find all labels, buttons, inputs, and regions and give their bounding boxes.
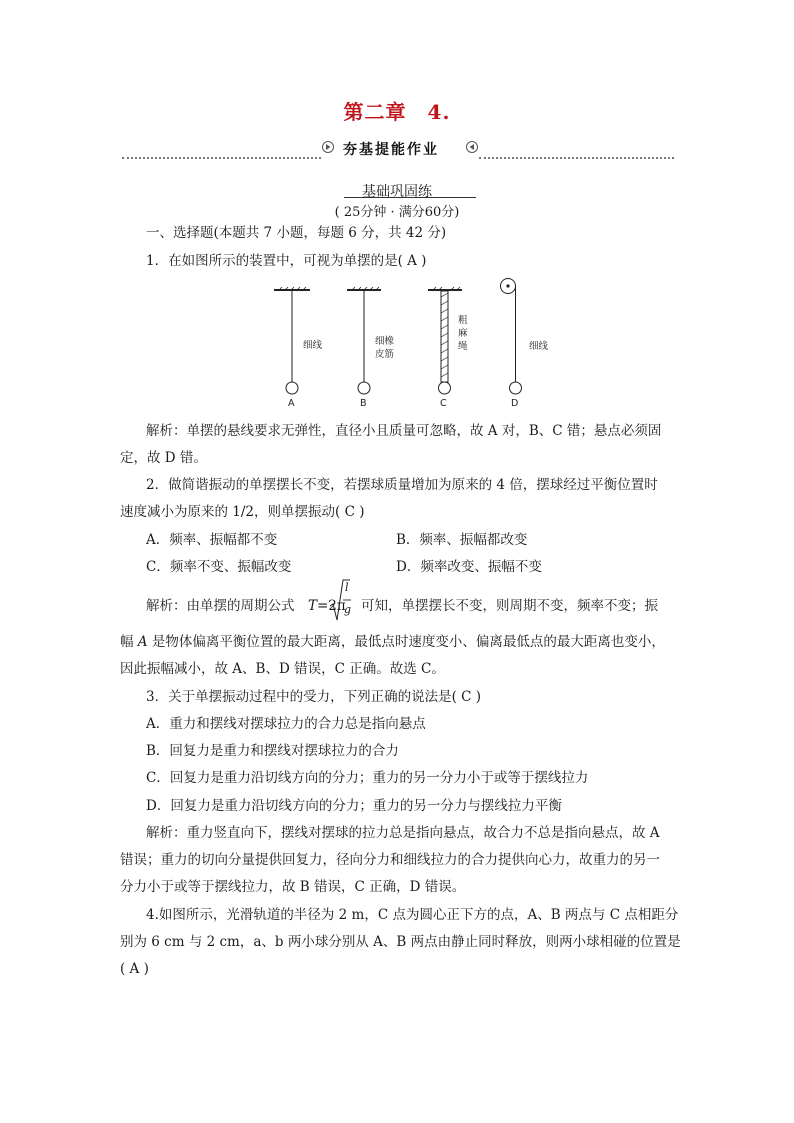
q2-analysis-line-3: 因此振幅减小，故 A、B、D 错误，C 正确。故选 C。 — [120, 661, 445, 677]
q1-analysis-line-1: 解析：单摆的悬线要求无弹性，直径小且质量可忽略，故 A 对，B、C 错；悬点必须固 — [146, 423, 662, 439]
q3-option-b: B．回复力是重力和摆线对摆球拉力的合力 — [146, 743, 399, 759]
q2-analysis-line-2 — [120, 634, 665, 650]
formula-period-symbol: T — [308, 598, 318, 614]
q1-analysis-line-2: 定，故 D 错。 — [120, 450, 207, 466]
q2-stem-line-2: 速度减小为原来的 1/2，则单摆振动( C ) — [120, 504, 365, 520]
a-string-label: 细线 — [303, 340, 323, 351]
dotted-rule-left — [122, 157, 321, 159]
q4-stem-line-2: 别为 6 cm 与 2 cm，a、b 两小球分别从 A、B 两点由静止同时释放，则两小球相碰的位置是 — [120, 934, 681, 950]
b-bob — [358, 382, 370, 394]
d-bob — [510, 382, 522, 394]
b-string-label-1: 细橡 — [375, 336, 395, 347]
q2-analysis-2c: 是物体偏离平衡位置的最大距离，最低点时速度变小、偏离最低点的最大距离也变小， — [147, 634, 665, 650]
q2-analysis-2a: 幅 — [120, 634, 138, 650]
q2-stem-line-1: 2．做简谐振动的单摆摆长不变，若摆球质量增加为原来的 4 倍，摆球经过平衡位置时 — [146, 477, 658, 493]
label-c: C — [440, 398, 447, 409]
subheading-underline — [344, 197, 476, 198]
q3-stem: 3．关于单摆振动过程中的受力，下列正确的说法是( C ) — [146, 689, 482, 705]
c-bob — [439, 382, 451, 394]
q3-option-d: D．回复力是重力沿切线方向的分力；重力的另一分力与摆线拉力平衡 — [146, 798, 562, 814]
dotted-rule-right — [479, 157, 674, 159]
q3-option-c: C．回复力是重力沿切线方向的分力；重力的另一分力小于或等于摆线拉力 — [146, 770, 589, 786]
q2-option-a: A．频率、振幅都不变 — [146, 532, 278, 548]
q2-analysis-prefix: 解析：由单摆的周期公式 — [146, 598, 295, 614]
q4-stem-line-1: 4.如图所示，光滑轨道的半径为 2 m，C 点为圆心正下方的点，A、B 两点与 C 点相距分 — [146, 907, 679, 923]
q3-analysis-line-1: 解析：重力竖直向下，摆线对摆球的拉力总是指向悬点，故合力不总是指向悬点，故 A — [146, 825, 660, 841]
q2-option-c: C．频率不变、振幅改变 — [146, 559, 292, 575]
banner-title: 夯基提能作业 — [343, 142, 439, 158]
c-string-label-1: 粗 — [458, 315, 468, 326]
q3-analysis-line-2: 错误；重力的切向分量提供回复力，径向分力和细线拉力的合力提供向心力，故重力的另一 — [120, 852, 660, 868]
q3-option-a: A．重力和摆线对摆球拉力的合力总是指向悬点 — [146, 716, 426, 732]
time-limit: ( 25分钟 · 满分60分) — [334, 205, 460, 220]
label-b: B — [360, 398, 367, 409]
q2-option-d: D．频率改变、振幅不变 — [396, 559, 542, 575]
q4-stem-line-3: ( A ) — [120, 961, 149, 977]
c-string-label-3: 绳 — [458, 341, 468, 352]
q2-amplitude-symbol: A — [137, 634, 148, 650]
formula-numerator: l — [345, 581, 349, 594]
q2-analysis-suffix: 可知，单摆摆长不变，则周期不变，频率不变；振 — [361, 598, 658, 614]
d-string-label: 细线 — [529, 341, 549, 352]
subheading: 基础巩固练 — [362, 184, 432, 200]
formula-equals: =2π — [317, 598, 346, 614]
label-a: A — [288, 398, 295, 409]
q3-analysis-line-3: 分力小于或等于摆线拉力，故 B 错误，C 正确，D 错误。 — [120, 879, 466, 895]
q2-option-b: B．频率、振幅都改变 — [396, 532, 528, 548]
formula-denominator: g — [344, 603, 352, 616]
q1-stem: 1．在如图所示的装置中，可视为单摆的是( A ) — [146, 253, 427, 269]
c-string-label-2: 麻 — [458, 328, 468, 339]
section-heading: 一、选择题(本题共 7 小题，每题 6 分，共 42 分) — [146, 225, 447, 241]
a-bob — [286, 382, 298, 394]
chapter-title: 第二章 4. — [343, 100, 451, 124]
b-string-label-2: 皮筋 — [375, 349, 395, 360]
label-d: D — [511, 398, 519, 409]
